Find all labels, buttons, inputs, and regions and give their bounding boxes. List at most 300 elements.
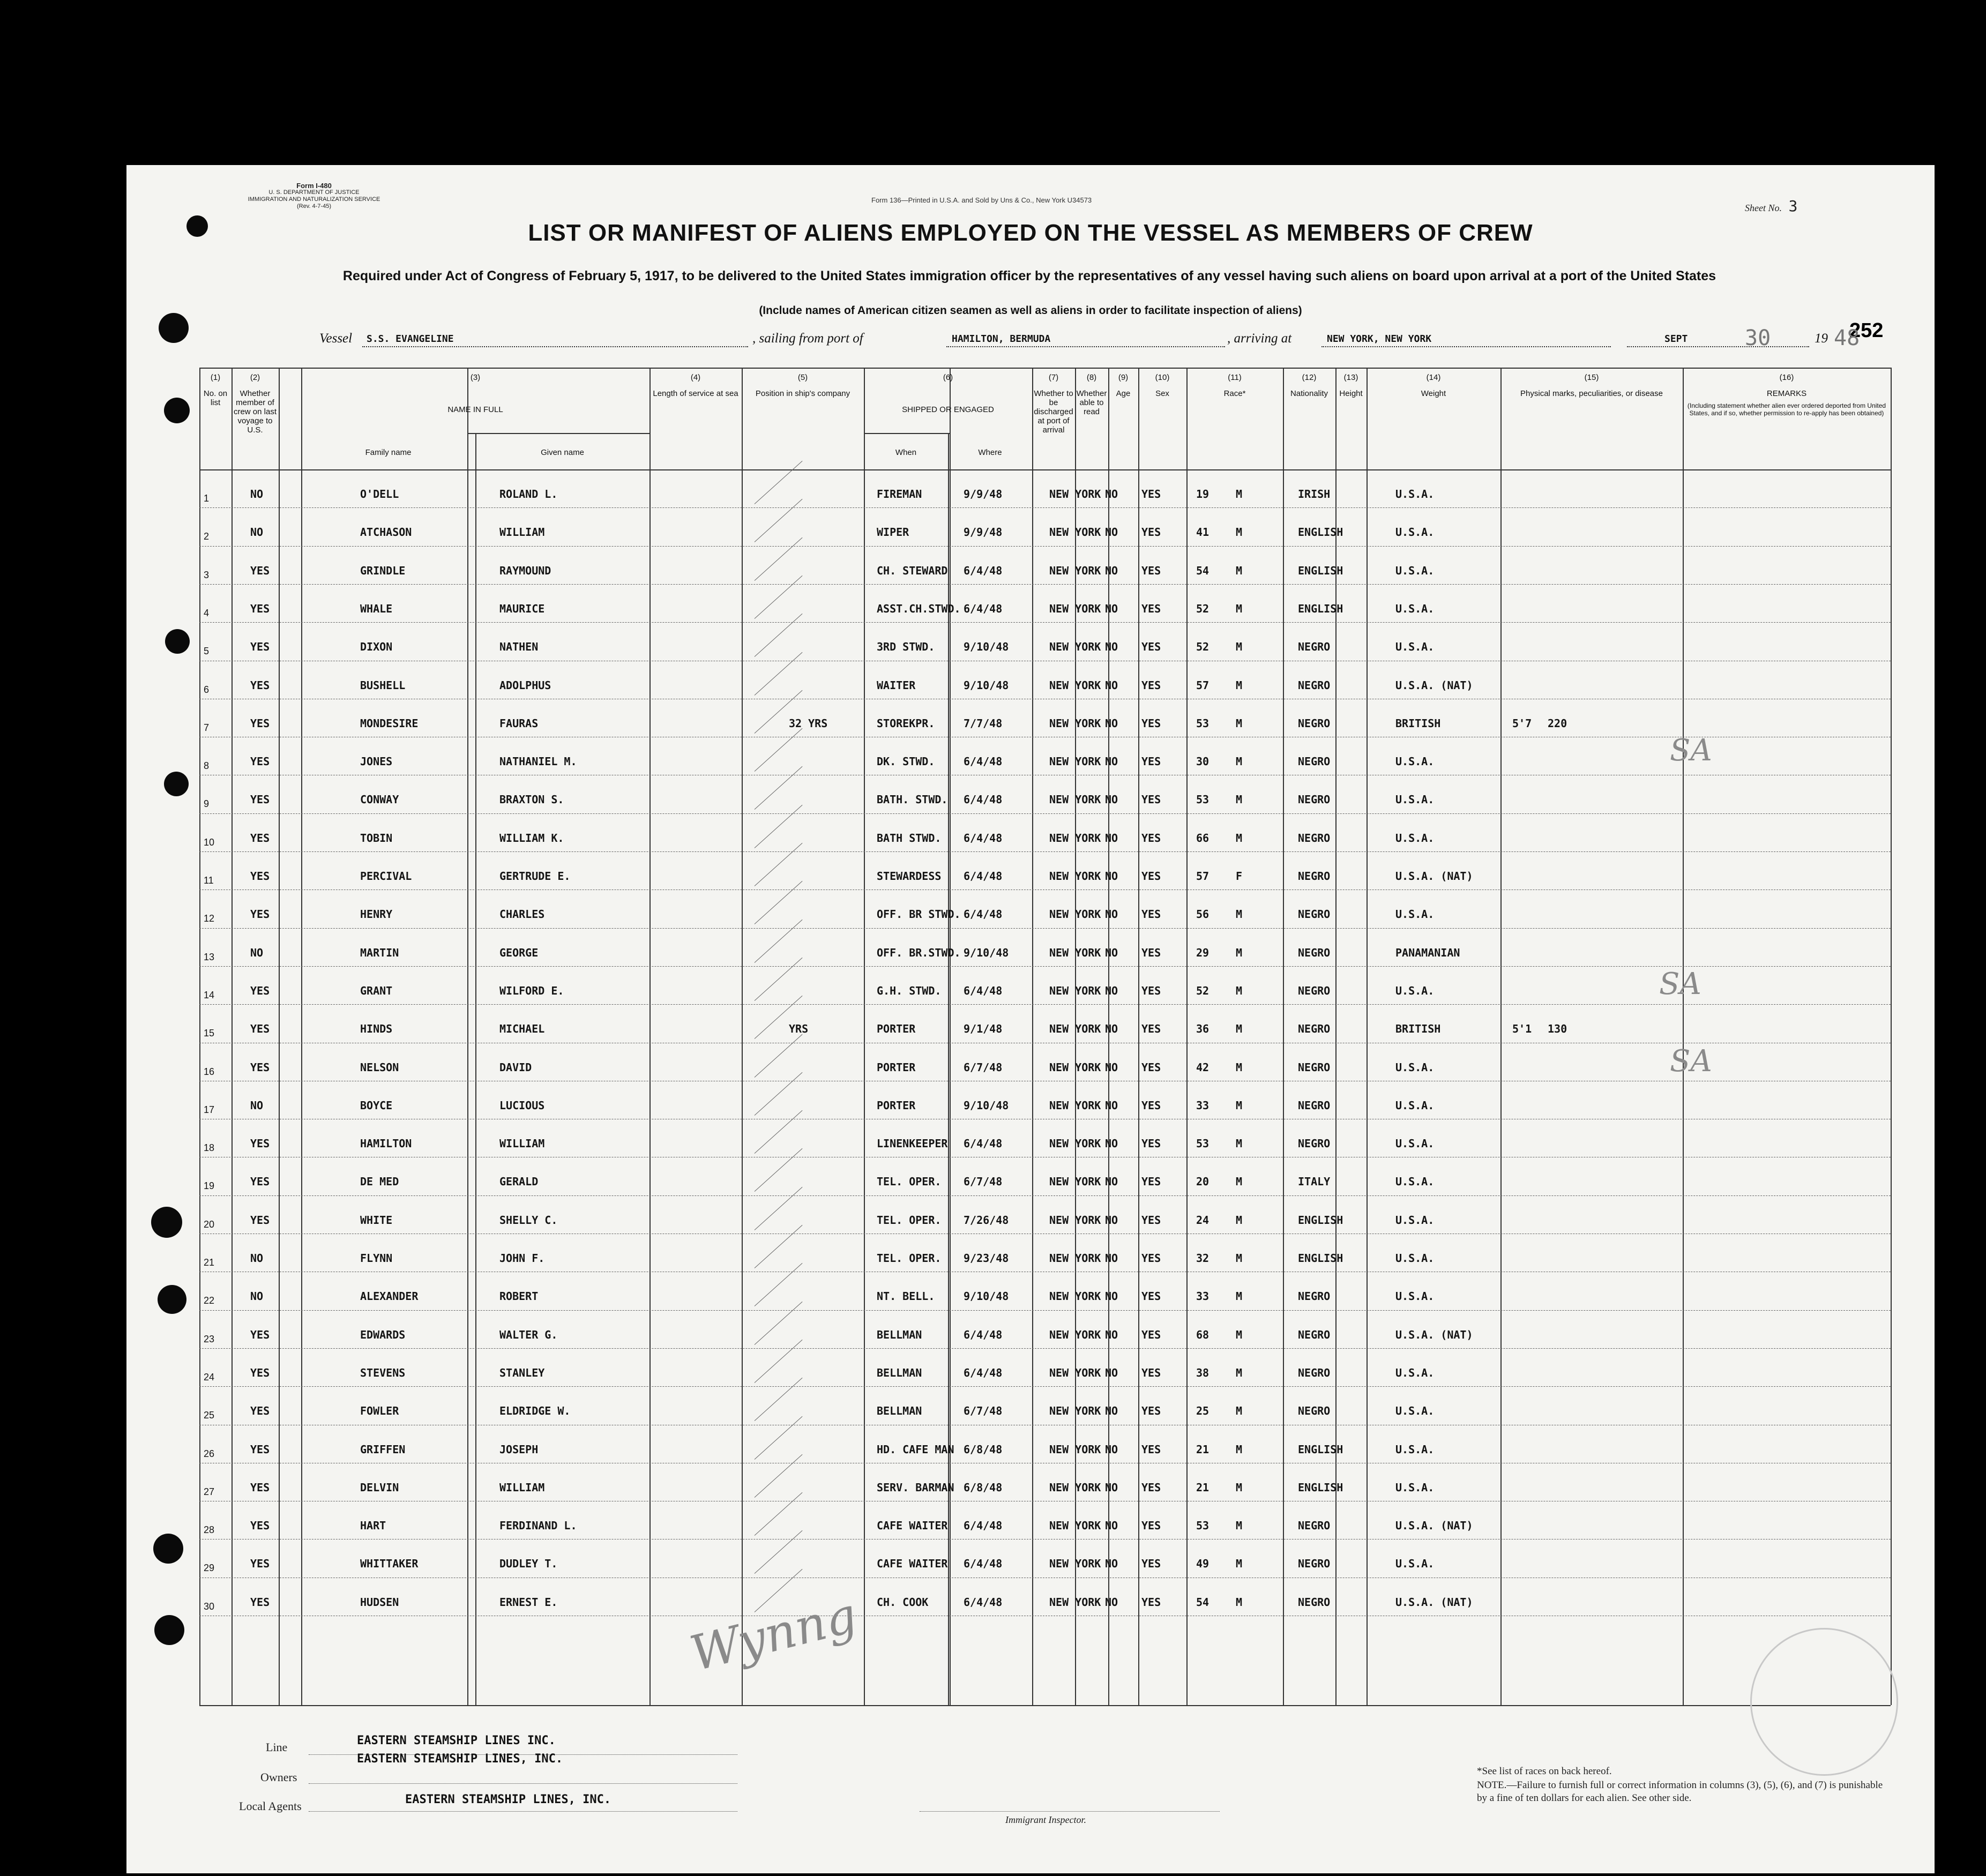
cell-position: PORTER	[877, 1098, 916, 1112]
cell-sex: M	[1236, 1213, 1243, 1227]
cell-sex: M	[1236, 602, 1243, 615]
cell-position: TEL. OPER.	[877, 1213, 942, 1227]
table-row	[199, 661, 1891, 698]
cell-discharge: NO	[1105, 602, 1118, 615]
cell-family: PERCIVAL	[360, 870, 412, 883]
cell-discharge: NO	[1105, 1252, 1118, 1265]
cell-when: 9/1/48	[964, 1022, 1003, 1036]
cell-nationality: U.S.A.	[1395, 1366, 1435, 1379]
cell-nationality: U.S.A. (NAT)	[1395, 1519, 1473, 1533]
cell-nationality: PANAMANIAN	[1395, 946, 1460, 959]
cell-race: NEGRO	[1298, 1366, 1331, 1379]
cell-family: HENRY	[360, 908, 393, 921]
table-row	[199, 507, 1891, 545]
cell-read: YES	[1141, 1290, 1161, 1303]
cell-prev: NO	[250, 1252, 264, 1265]
column-header: Length of service at sea	[653, 389, 738, 398]
cell-given: FERDINAND L.	[499, 1519, 577, 1533]
cell-position: CH. COOK	[877, 1595, 929, 1609]
cell-weight: 220	[1548, 716, 1567, 730]
cell-given: WALTER G.	[499, 1328, 558, 1341]
cell-no: 5	[204, 646, 210, 657]
cell-read: YES	[1141, 1060, 1161, 1074]
table-row	[199, 1348, 1891, 1386]
cell-where: NEW YORK	[1049, 1137, 1101, 1150]
cell-nationality: U.S.A.	[1395, 564, 1435, 577]
cell-no: 10	[204, 836, 215, 848]
cell-position: STEWARDESS	[877, 870, 942, 883]
cell-position: FIREMAN	[877, 488, 922, 500]
cell-age: 42	[1196, 1060, 1209, 1074]
cell-when: 6/7/48	[964, 1060, 1003, 1074]
cell-race: NEGRO	[1298, 1290, 1331, 1303]
sailing-label: , sailing from port of	[752, 331, 863, 346]
column-number: (1)	[210, 373, 221, 382]
cell-age: 56	[1196, 908, 1209, 921]
table-row	[199, 1119, 1891, 1156]
cell-no: 21	[204, 1257, 215, 1268]
cell-given: WILLIAM	[499, 1481, 545, 1494]
cell-family: WHALE	[360, 602, 393, 615]
cell-race: ITALY	[1298, 1175, 1331, 1189]
cell-family: FLYNN	[360, 1252, 393, 1265]
cell-family: GRIFFEN	[360, 1442, 406, 1456]
column-subnote: (Including statement whether alien ever ordered deported from United States, and if so, whether permission to re-apply has been obtained)	[1687, 402, 1886, 417]
cell-read: YES	[1141, 602, 1161, 615]
cell-read: YES	[1141, 984, 1161, 997]
cell-family: TOBIN	[360, 831, 393, 844]
line-label: Line	[266, 1740, 288, 1754]
page-subtitle: Required under Act of Congress of February 5, 1917, to be delivered to the United States immigration officer by the representatives of any vessel having such aliens on board upon arrival at a port of the United States	[342, 268, 1716, 283]
cell-read: YES	[1141, 1519, 1161, 1533]
column-number: (7)	[1048, 373, 1059, 382]
cell-family: MONDESIRE	[360, 716, 419, 730]
cell-read: YES	[1141, 1252, 1161, 1265]
cell-no: 9	[204, 798, 210, 810]
footer	[180, 1719, 1895, 1858]
cell-position: PORTER	[877, 1060, 916, 1074]
pencil-mark	[755, 461, 803, 504]
cell-family: ALEXANDER	[360, 1290, 419, 1303]
cell-age: 32	[1196, 1252, 1209, 1265]
column-header: Whether to be discharged at port of arrival	[1034, 389, 1073, 435]
cell-sex: M	[1236, 1519, 1243, 1533]
cell-race: NEGRO	[1298, 1098, 1331, 1112]
cell-given: BRAXTON S.	[499, 793, 564, 806]
cell-given: DUDLEY T.	[499, 1557, 558, 1571]
column-header: Weight	[1421, 389, 1446, 398]
table-row	[199, 1081, 1891, 1118]
cell-position: OFF. BR.STWD.	[877, 946, 961, 959]
cell-age: 25	[1196, 1404, 1209, 1418]
cell-position: WAITER	[877, 678, 916, 692]
cell-prev: YES	[250, 1519, 270, 1533]
column-number: (16)	[1779, 373, 1794, 382]
cell-nationality: U.S.A.	[1395, 1213, 1435, 1227]
cell-sex: M	[1236, 946, 1243, 959]
cell-read: YES	[1141, 678, 1161, 692]
cell-position: OFF. BR STWD.	[877, 908, 961, 921]
cell-prev: YES	[250, 755, 270, 768]
arriving-label: , arriving at	[1227, 331, 1292, 346]
cell-nationality: U.S.A.	[1395, 1481, 1435, 1494]
table-row	[199, 1386, 1891, 1424]
cell-no: 12	[204, 913, 215, 924]
owners-label: Owners	[260, 1770, 297, 1784]
table-row	[199, 1195, 1891, 1233]
cell-age: 33	[1196, 1290, 1209, 1303]
cell-read: YES	[1141, 1137, 1161, 1150]
cell-family: DE MED	[360, 1175, 399, 1189]
column-number: (4)	[690, 373, 701, 382]
table-row	[199, 775, 1891, 812]
form-service: IMMIGRATION AND NATURALIZATION SERVICE	[248, 196, 380, 203]
cell-given: WILFORD E.	[499, 984, 564, 997]
arrival-month: SEPT	[1664, 333, 1688, 345]
cell-service: YRS	[789, 1022, 809, 1036]
cell-race: NEGRO	[1298, 1404, 1331, 1418]
column-number: (10)	[1155, 373, 1170, 382]
cell-nationality: U.S.A.	[1395, 984, 1435, 997]
cell-discharge: NO	[1105, 1175, 1118, 1189]
cell-given: LUCIOUS	[499, 1098, 545, 1112]
cell-no: 26	[204, 1448, 215, 1459]
cell-position: BATH. STWD.	[877, 793, 948, 806]
cell-nationality: U.S.A.	[1395, 1098, 1435, 1112]
table-row	[199, 584, 1891, 622]
cell-prev: YES	[250, 1595, 270, 1609]
cell-age: 33	[1196, 1098, 1209, 1112]
cell-where: NEW YORK	[1049, 755, 1101, 768]
form-revision: (Rev. 4-7-45)	[297, 203, 331, 210]
cell-sex: M	[1236, 678, 1243, 692]
cell-nationality: BRITISH	[1395, 716, 1441, 730]
cell-no: 1	[204, 493, 210, 504]
cell-where: NEW YORK	[1049, 564, 1101, 577]
cell-sex: M	[1236, 1404, 1243, 1418]
cell-race: NEGRO	[1298, 1328, 1331, 1341]
cell-no: 29	[204, 1563, 215, 1574]
table-row	[199, 1004, 1891, 1042]
cell-where: NEW YORK	[1049, 1557, 1101, 1571]
cell-nationality: U.S.A.	[1395, 488, 1435, 500]
cell-when: 9/10/48	[964, 640, 1009, 654]
cell-when: 9/10/48	[964, 678, 1009, 692]
punch-hole	[165, 629, 190, 654]
cell-height: 5'1	[1512, 1022, 1532, 1036]
cell-nationality: U.S.A.	[1395, 1557, 1435, 1571]
cell-discharge: NO	[1105, 870, 1118, 883]
cell-where: NEW YORK	[1049, 1213, 1101, 1227]
cell-discharge: NO	[1105, 908, 1118, 921]
form-identifier	[218, 182, 410, 210]
cell-prev: YES	[250, 640, 270, 654]
cell-nationality: U.S.A. (NAT)	[1395, 678, 1473, 692]
table-row	[199, 1310, 1891, 1348]
cell-position: TEL. OPER.	[877, 1175, 942, 1189]
cell-discharge: NO	[1105, 678, 1118, 692]
table-row	[199, 622, 1891, 660]
line-value: EASTERN STEAMSHIP LINES INC.	[357, 1734, 556, 1747]
cell-discharge: NO	[1105, 755, 1118, 768]
cell-when: 6/8/48	[964, 1442, 1003, 1456]
cell-race: NEGRO	[1298, 1060, 1331, 1074]
cell-weight: 130	[1548, 1022, 1567, 1036]
cell-discharge: NO	[1105, 1022, 1118, 1036]
cell-where: NEW YORK	[1049, 1404, 1101, 1418]
cell-no: 28	[204, 1524, 215, 1536]
cell-family: HART	[360, 1519, 386, 1533]
cell-discharge: NO	[1105, 1290, 1118, 1303]
cell-sex: M	[1236, 716, 1243, 730]
cell-read: YES	[1141, 1404, 1161, 1418]
cell-sex: M	[1236, 1442, 1243, 1456]
punch-hole	[164, 398, 190, 423]
cell-prev: YES	[250, 602, 270, 615]
arrival-day: 30	[1745, 326, 1771, 350]
cell-discharge: NO	[1105, 1557, 1118, 1571]
cell-where: NEW YORK	[1049, 1481, 1101, 1494]
cell-prev: YES	[250, 1137, 270, 1150]
column-header: Sex	[1155, 389, 1169, 398]
cell-prev: YES	[250, 1481, 270, 1494]
cell-read: YES	[1141, 1557, 1161, 1571]
cell-prev: NO	[250, 1098, 264, 1112]
table-row	[199, 546, 1891, 584]
table-row	[199, 1043, 1891, 1080]
cell-family: O'DELL	[360, 488, 399, 500]
cell-where: NEW YORK	[1049, 1060, 1101, 1074]
cell-where: NEW YORK	[1049, 1595, 1101, 1609]
cell-age: 53	[1196, 716, 1209, 730]
cell-age: 68	[1196, 1328, 1209, 1341]
cell-read: YES	[1141, 946, 1161, 959]
manifest-sheet	[126, 165, 1935, 1873]
cell-sex: M	[1236, 1557, 1243, 1571]
cell-when: 7/7/48	[964, 716, 1003, 730]
cell-read: YES	[1141, 793, 1161, 806]
cell-nationality: U.S.A.	[1395, 1137, 1435, 1150]
sheet-number	[1745, 197, 1797, 215]
year-prefix: 19	[1815, 331, 1828, 346]
cell-where: NEW YORK	[1049, 640, 1101, 654]
cell-sex: M	[1236, 526, 1243, 539]
cell-when: 6/8/48	[964, 1481, 1003, 1494]
cell-discharge: NO	[1105, 488, 1118, 500]
cell-prev: YES	[250, 716, 270, 730]
cell-sex: M	[1236, 640, 1243, 654]
cell-prev: YES	[250, 1442, 270, 1456]
cell-discharge: NO	[1105, 1213, 1118, 1227]
cell-given: WILLIAM	[499, 526, 545, 539]
cell-position: BELLMAN	[877, 1366, 922, 1379]
cell-nationality: U.S.A.	[1395, 602, 1435, 615]
column-number: (2)	[250, 373, 260, 382]
cell-no: 4	[204, 607, 210, 618]
table-row	[199, 851, 1891, 889]
cell-sex: M	[1236, 1252, 1243, 1265]
cell-no: 20	[204, 1219, 215, 1230]
table-row	[199, 1578, 1891, 1615]
cell-age: 49	[1196, 1557, 1209, 1571]
sheet-value: 3	[1788, 197, 1798, 215]
cell-race: ENGLISH	[1298, 526, 1343, 539]
cell-when: 9/10/48	[964, 1290, 1009, 1303]
cell-race: IRISH	[1298, 488, 1331, 500]
cell-family: GRINDLE	[360, 564, 406, 577]
fine-note: NOTE.—Failure to furnish full or correct information in columns (3), (5), (6), and (7) is punishable by a fine of ten dollars for each alien. See other side.	[1477, 1780, 1883, 1804]
cell-nationality: U.S.A.	[1395, 1252, 1435, 1265]
table-row	[199, 890, 1891, 927]
cell-no: 27	[204, 1486, 215, 1497]
cell-prev: YES	[250, 1557, 270, 1571]
cell-discharge: NO	[1105, 716, 1118, 730]
column-header: No. on list	[203, 389, 228, 407]
cell-sex: M	[1236, 1175, 1243, 1189]
cell-race: NEGRO	[1298, 946, 1331, 959]
cell-when: 6/4/48	[964, 1328, 1003, 1341]
cell-age: 29	[1196, 946, 1209, 959]
cell-nationality: U.S.A.	[1395, 793, 1435, 806]
cell-read: YES	[1141, 1595, 1161, 1609]
cell-prev: NO	[250, 526, 264, 539]
cell-nationality: U.S.A.	[1395, 1060, 1435, 1074]
cell-read: YES	[1141, 1022, 1161, 1036]
cell-age: 20	[1196, 1175, 1209, 1189]
cell-given: MAURICE	[499, 602, 545, 615]
cell-sex: M	[1236, 1022, 1243, 1036]
column-header: NAME IN FULL	[447, 405, 503, 414]
cell-where: NEW YORK	[1049, 1022, 1101, 1036]
cell-race: NEGRO	[1298, 716, 1331, 730]
sailing-port: HAMILTON, BERMUDA	[952, 333, 1051, 345]
table-row	[199, 469, 1891, 507]
cell-race: NEGRO	[1298, 908, 1331, 921]
cell-family: WHITE	[360, 1213, 393, 1227]
cell-nationality: U.S.A.	[1395, 640, 1435, 654]
cell-sex: M	[1236, 1366, 1243, 1379]
cell-where: NEW YORK	[1049, 984, 1101, 997]
cell-family: EDWARDS	[360, 1328, 406, 1341]
cell-race: ENGLISH	[1298, 1252, 1343, 1265]
column-header: Position in ship's company	[755, 389, 850, 398]
cell-position: BELLMAN	[877, 1404, 922, 1418]
cell-family: NELSON	[360, 1060, 399, 1074]
cell-position: ASST.CH.STWD.	[877, 602, 961, 615]
column-subheader: Family name	[365, 448, 412, 457]
cell-prev: YES	[250, 793, 270, 806]
cell-discharge: NO	[1105, 1328, 1118, 1341]
cell-prev: YES	[250, 870, 270, 883]
crew-table	[199, 368, 1891, 1707]
inspector-initials: SA	[1670, 733, 1712, 768]
cell-nationality: U.S.A.	[1395, 831, 1435, 844]
cell-prev: YES	[250, 678, 270, 692]
cell-no: 19	[204, 1180, 215, 1192]
cell-sex: M	[1236, 831, 1243, 844]
cell-read: YES	[1141, 870, 1161, 883]
table-row	[199, 1463, 1891, 1500]
cell-age: 21	[1196, 1481, 1209, 1494]
cell-sex: M	[1236, 1595, 1243, 1609]
cell-no: 16	[204, 1066, 215, 1077]
cell-race: ENGLISH	[1298, 602, 1343, 615]
handwritten-signature: Wynng	[684, 1587, 862, 1683]
cell-no: 17	[204, 1104, 215, 1115]
inspector-label: Immigrant Inspector.	[1005, 1814, 1086, 1825]
cell-race: NEGRO	[1298, 1557, 1331, 1571]
column-header: Whether able to read	[1076, 389, 1107, 416]
cell-race: ENGLISH	[1298, 1481, 1343, 1494]
cell-age: 54	[1196, 564, 1209, 577]
cell-discharge: NO	[1105, 640, 1118, 654]
cell-family: JONES	[360, 755, 393, 768]
cell-read: YES	[1141, 526, 1161, 539]
punch-hole	[158, 1285, 186, 1314]
cell-family: BUSHELL	[360, 678, 406, 692]
cell-position: STOREKPR.	[877, 716, 935, 730]
cell-no: 3	[204, 569, 210, 580]
column-number: (15)	[1584, 373, 1599, 382]
cell-position: BELLMAN	[877, 1328, 922, 1341]
cell-family: BOYCE	[360, 1098, 393, 1112]
cell-given: ROLAND L.	[499, 488, 558, 500]
cell-nationality: U.S.A. (NAT)	[1395, 870, 1473, 883]
form-number: Form I-480	[296, 182, 332, 190]
cell-age: 57	[1196, 678, 1209, 692]
cell-discharge: NO	[1105, 1481, 1118, 1494]
cell-no: 2	[204, 531, 210, 542]
cell-when: 6/4/48	[964, 1519, 1003, 1533]
year-suffix: 48	[1834, 326, 1860, 350]
cell-race: NEGRO	[1298, 1022, 1331, 1036]
cell-where: NEW YORK	[1049, 870, 1101, 883]
cell-no: 15	[204, 1028, 215, 1039]
cell-read: YES	[1141, 1442, 1161, 1456]
cell-given: ERNEST E.	[499, 1595, 558, 1609]
column-number: (3)	[470, 373, 481, 382]
cell-position: NT. BELL.	[877, 1290, 935, 1303]
cell-read: YES	[1141, 1213, 1161, 1227]
cell-when: 6/4/48	[964, 755, 1003, 768]
cell-family: STEVENS	[360, 1366, 406, 1379]
cell-given: GERTRUDE E.	[499, 870, 571, 883]
cell-discharge: NO	[1105, 1366, 1118, 1379]
vessel-label: Vessel	[319, 331, 353, 346]
cell-nationality: U.S.A. (NAT)	[1395, 1328, 1473, 1341]
column-header: Physical marks, peculiarities, or disease	[1520, 389, 1663, 398]
punch-hole	[164, 772, 189, 796]
table-row	[199, 1501, 1891, 1538]
cell-family: DELVIN	[360, 1481, 399, 1494]
column-number: (6)	[943, 373, 953, 382]
cell-race: NEGRO	[1298, 831, 1331, 844]
form-department: U. S. DEPARTMENT OF JUSTICE	[268, 189, 360, 196]
cell-when: 6/4/48	[964, 602, 1003, 615]
cell-discharge: NO	[1105, 1060, 1118, 1074]
cell-race: NEGRO	[1298, 870, 1331, 883]
cell-discharge: NO	[1105, 793, 1118, 806]
cell-where: NEW YORK	[1049, 716, 1101, 730]
cell-position: SERV. BARMAN	[877, 1481, 954, 1494]
cell-no: 22	[204, 1295, 215, 1306]
page-subnote: (Include names of American citizen seamen as well as aliens in order to facilitate inspection of aliens)	[759, 304, 1302, 317]
cell-family: DIXON	[360, 640, 393, 654]
cell-given: ROBERT	[499, 1290, 539, 1303]
cell-family: HAMILTON	[360, 1137, 412, 1150]
cell-when: 6/4/48	[964, 793, 1003, 806]
column-header: Height	[1339, 389, 1363, 398]
